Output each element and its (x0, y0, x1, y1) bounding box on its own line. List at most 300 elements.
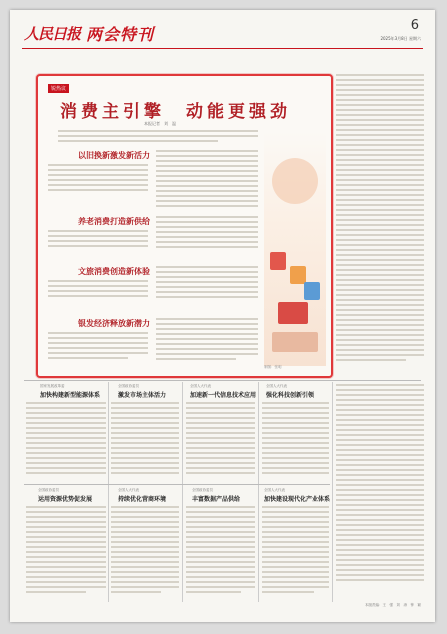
text-line (186, 442, 255, 444)
text-line (26, 536, 106, 538)
text-line (262, 402, 329, 404)
text-line (262, 407, 329, 409)
text-line (186, 457, 255, 459)
text-line (262, 521, 329, 523)
text-line (336, 429, 424, 431)
text-line (186, 447, 255, 449)
text-line (111, 516, 179, 518)
text-line (336, 454, 424, 456)
text-line (336, 549, 424, 551)
text-line (26, 551, 106, 553)
text-line (26, 531, 106, 533)
subhead-4: 银发经济释放新潜力 (78, 318, 150, 328)
article-headline: 消费主引擎 动能更强劲 (60, 102, 291, 122)
text-line (262, 551, 329, 553)
text-line (111, 531, 179, 533)
text-line (262, 506, 329, 508)
story-title: 持续优化营商环境 (118, 496, 167, 503)
text-line (186, 521, 255, 523)
text-line (111, 462, 179, 464)
text-line (336, 224, 424, 226)
text-line (336, 144, 424, 146)
text-line (186, 531, 255, 533)
text-line (111, 506, 179, 508)
page-number: 6 (410, 18, 419, 33)
shopping-bag-icon (270, 252, 286, 270)
text-line (111, 576, 179, 578)
text-line (48, 332, 148, 334)
text-line (26, 402, 106, 404)
text-line (186, 402, 255, 404)
lead-article[interactable] (36, 74, 333, 378)
text-line (48, 235, 148, 237)
text-line (48, 290, 148, 292)
text-line (156, 246, 258, 248)
text-line (262, 447, 329, 449)
text-line (26, 462, 106, 464)
text-line (336, 79, 424, 81)
text-line (156, 175, 258, 177)
text-line (186, 427, 255, 429)
text-line (262, 526, 329, 528)
text-line (156, 333, 258, 335)
text-line (336, 209, 424, 211)
text-line (336, 199, 424, 201)
text-line (58, 130, 258, 132)
story-card[interactable] (264, 488, 334, 503)
text-line (26, 417, 106, 419)
story-kicker: 全国人大代表 (118, 488, 139, 492)
text-line (262, 432, 329, 434)
text-line (186, 407, 255, 409)
text-line (262, 566, 329, 568)
text-line (336, 134, 424, 136)
text-line (26, 437, 106, 439)
text-line (26, 447, 106, 449)
text-line (262, 586, 329, 588)
story-title: 运用资源优势促发展 (38, 496, 93, 503)
text-line (336, 474, 424, 476)
text-line (336, 504, 424, 506)
text-line (262, 472, 329, 474)
text-line (262, 442, 329, 444)
text-line (26, 516, 106, 518)
text-line (336, 464, 424, 466)
text-line (336, 264, 424, 266)
text-line (336, 444, 424, 446)
text-line (336, 319, 424, 321)
story-kicker: 全国政协委员 (38, 488, 59, 492)
text-line (186, 437, 255, 439)
text-line (156, 155, 258, 157)
text-line (262, 541, 329, 543)
shopping-bag-icon (304, 282, 320, 300)
text-line (58, 140, 218, 142)
text-line (262, 561, 329, 563)
text-line (111, 417, 179, 419)
text-line (26, 541, 106, 543)
text-line (186, 571, 255, 573)
text-line (26, 442, 106, 444)
text-line (336, 229, 424, 231)
story-title: 加快建设现代化产业体系 (264, 496, 331, 503)
text-line (262, 546, 329, 548)
issue-date: 2025年3月8日 星期六 (380, 36, 421, 41)
text-line (26, 571, 106, 573)
text-line (26, 521, 106, 523)
text-line (186, 536, 255, 538)
text-line (336, 424, 424, 426)
text-line (336, 529, 424, 531)
text-line (26, 432, 106, 434)
text-line (156, 221, 258, 223)
text-line (336, 359, 406, 361)
text-line (156, 150, 258, 152)
story-card[interactable] (190, 384, 260, 399)
text-line (111, 412, 179, 414)
text-line (26, 427, 106, 429)
subhead-3: 文旅消费创造新体验 (78, 266, 150, 276)
text-line (156, 328, 258, 330)
text-line (111, 472, 179, 474)
text-line (336, 509, 424, 511)
text-line (48, 174, 148, 176)
text-line (336, 94, 424, 96)
text-line (336, 124, 424, 126)
text-line (156, 276, 258, 278)
text-line (336, 169, 424, 171)
text-line (262, 417, 329, 419)
text-line (336, 154, 424, 156)
text-line (48, 169, 148, 171)
text-line (111, 566, 179, 568)
text-line (156, 291, 258, 293)
text-line (336, 189, 424, 191)
story-kicker: 全国人大代表 (266, 384, 287, 388)
text-line (336, 284, 424, 286)
story-kicker: 全国政协委员 (118, 384, 139, 388)
text-line (336, 179, 424, 181)
story-kicker: 全国人大代表 (190, 384, 211, 388)
text-line (186, 581, 255, 583)
text-line (111, 427, 179, 429)
text-line (186, 591, 241, 593)
text-line (156, 185, 258, 187)
text-line (186, 566, 255, 568)
text-line (262, 437, 329, 439)
text-line (111, 452, 179, 454)
text-line (186, 432, 255, 434)
text-line (336, 164, 424, 166)
text-line (336, 219, 424, 221)
story-title: 加快构建新型能源体系 (40, 392, 101, 399)
text-line (26, 566, 106, 568)
text-line (336, 249, 424, 251)
text-line (156, 323, 258, 325)
text-line (156, 190, 258, 192)
article-byline: 本报记者 刘 温 (144, 121, 176, 126)
text-line (336, 194, 424, 196)
text-line (48, 179, 148, 181)
text-line (156, 358, 236, 360)
section-divider (24, 380, 421, 381)
text-line (336, 329, 424, 331)
text-line (262, 422, 329, 424)
text-line (156, 266, 258, 268)
text-line (262, 536, 329, 538)
text-line (186, 412, 255, 414)
text-line (336, 139, 424, 141)
subhead-2: 养老消费打造新供给 (78, 216, 150, 226)
text-line (262, 516, 329, 518)
text-line (336, 394, 424, 396)
text-line (26, 546, 106, 548)
text-line (262, 581, 329, 583)
text-line (336, 524, 424, 526)
newspaper-page (10, 10, 435, 622)
text-line (186, 417, 255, 419)
column-divider (108, 382, 109, 602)
text-line (336, 579, 424, 581)
text-line (336, 314, 424, 316)
gift-box-icon (272, 332, 318, 352)
story-card[interactable] (266, 384, 336, 399)
text-line (156, 200, 258, 202)
editor-credits: 本版责编：王 强 刘 涛 钟 颖 (365, 603, 421, 607)
text-line (186, 422, 255, 424)
text-line (336, 89, 424, 91)
text-line (111, 521, 179, 523)
text-line (156, 160, 258, 162)
text-line (111, 422, 179, 424)
story-title: 强化科技创新引领 (266, 392, 315, 399)
shopping-illustration (264, 132, 326, 366)
text-line (48, 337, 148, 339)
text-line (156, 348, 258, 350)
text-line (262, 457, 329, 459)
text-line (111, 591, 161, 593)
text-line (111, 546, 179, 548)
text-line (26, 586, 106, 588)
text-line (48, 352, 148, 354)
text-line (336, 439, 424, 441)
text-line (262, 412, 329, 414)
text-line (156, 205, 258, 207)
text-line (186, 511, 255, 513)
shopping-bag-icon (290, 266, 306, 284)
text-line (336, 274, 424, 276)
text-line (336, 389, 424, 391)
text-line (156, 296, 258, 298)
text-line (336, 174, 424, 176)
text-line (156, 241, 258, 243)
text-line (111, 402, 179, 404)
text-line (26, 422, 106, 424)
text-line (26, 472, 106, 474)
text-line (111, 457, 179, 459)
text-line (111, 536, 179, 538)
text-line (26, 561, 106, 563)
text-line (336, 334, 424, 336)
text-line (336, 489, 424, 491)
text-line (48, 295, 148, 297)
text-line (336, 354, 424, 356)
text-line (336, 109, 424, 111)
story-title: 激发市场主体活力 (118, 392, 167, 399)
text-line (336, 519, 424, 521)
text-line (336, 564, 424, 566)
text-line (336, 469, 424, 471)
text-line (156, 318, 258, 320)
text-line (336, 574, 424, 576)
text-line (186, 506, 255, 508)
shopping-cart-icon (278, 302, 308, 324)
text-line (156, 170, 258, 172)
text-line (26, 581, 106, 583)
story-card[interactable] (40, 384, 110, 399)
text-line (336, 404, 424, 406)
text-line (336, 74, 424, 76)
text-line (336, 479, 424, 481)
text-line (336, 309, 424, 311)
text-line (336, 324, 424, 326)
text-line (336, 569, 424, 571)
text-line (111, 571, 179, 573)
text-line (186, 452, 255, 454)
text-line (26, 412, 106, 414)
illustration-sun-shape (272, 158, 318, 204)
text-line (156, 216, 258, 218)
text-line (336, 554, 424, 556)
text-line (111, 541, 179, 543)
text-line (48, 164, 148, 166)
text-line (262, 511, 329, 513)
text-line (262, 462, 329, 464)
text-line (336, 114, 424, 116)
text-line (336, 149, 424, 151)
story-card[interactable] (192, 488, 262, 503)
text-line (48, 342, 148, 344)
text-line (336, 99, 424, 101)
masthead-divider (22, 48, 423, 49)
text-line (26, 506, 106, 508)
text-line (26, 452, 106, 454)
text-line (336, 279, 424, 281)
text-line (336, 204, 424, 206)
text-line (336, 514, 424, 516)
text-line (336, 349, 424, 351)
text-line (156, 226, 258, 228)
text-line (111, 526, 179, 528)
story-card[interactable] (118, 488, 188, 503)
subhead-1: 以旧换新激发新活力 (78, 150, 150, 160)
text-line (186, 576, 255, 578)
text-line (336, 494, 424, 496)
text-line (336, 104, 424, 106)
text-line (336, 544, 424, 546)
article-tag: 锐热议 (48, 84, 69, 93)
text-line (186, 541, 255, 543)
text-line (336, 159, 424, 161)
text-line (336, 539, 424, 541)
text-line (186, 556, 255, 558)
story-card[interactable] (118, 384, 188, 399)
text-line (26, 576, 106, 578)
text-line (111, 447, 179, 449)
text-line (48, 184, 148, 186)
text-line (336, 534, 424, 536)
text-line (336, 384, 424, 386)
text-line (336, 299, 424, 301)
section-title: 两会特刊 (86, 24, 155, 44)
text-line (336, 339, 424, 341)
text-line (262, 576, 329, 578)
text-line (48, 240, 148, 242)
masthead (24, 20, 154, 46)
text-line (26, 556, 106, 558)
text-line (186, 472, 255, 474)
text-line (26, 457, 106, 459)
text-line (58, 135, 258, 137)
text-line (262, 531, 329, 533)
text-line (111, 437, 179, 439)
story-card[interactable] (38, 488, 108, 503)
text-line (336, 254, 424, 256)
text-line (336, 459, 424, 461)
text-line (336, 289, 424, 291)
text-line (262, 467, 329, 469)
text-line (336, 244, 424, 246)
text-line (336, 499, 424, 501)
text-line (336, 409, 424, 411)
text-line (156, 231, 258, 233)
text-line (156, 353, 258, 355)
text-line (48, 285, 148, 287)
text-line (156, 281, 258, 283)
text-line (111, 442, 179, 444)
text-line (156, 343, 258, 345)
text-line (336, 84, 424, 86)
text-line (111, 511, 179, 513)
text-line (336, 304, 424, 306)
text-line (336, 419, 424, 421)
text-line (111, 581, 179, 583)
text-line (111, 551, 179, 553)
text-line (111, 432, 179, 434)
text-line (336, 344, 424, 346)
text-line (336, 259, 424, 261)
section-divider (24, 484, 330, 485)
text-line (26, 526, 106, 528)
text-line (336, 184, 424, 186)
story-title: 加速新一代信息技术应用 (190, 392, 257, 399)
text-line (336, 399, 424, 401)
text-line (186, 526, 255, 528)
text-line (186, 467, 255, 469)
story-kicker: 全国政协委员 (192, 488, 213, 492)
text-line (336, 234, 424, 236)
text-line (156, 286, 258, 288)
text-line (262, 571, 329, 573)
text-line (156, 165, 258, 167)
text-line (336, 129, 424, 131)
story-kicker: 全国人大代表 (264, 488, 285, 492)
text-line (48, 230, 148, 232)
text-line (48, 347, 148, 349)
text-line (336, 414, 424, 416)
text-line (111, 561, 179, 563)
text-line (26, 591, 86, 593)
